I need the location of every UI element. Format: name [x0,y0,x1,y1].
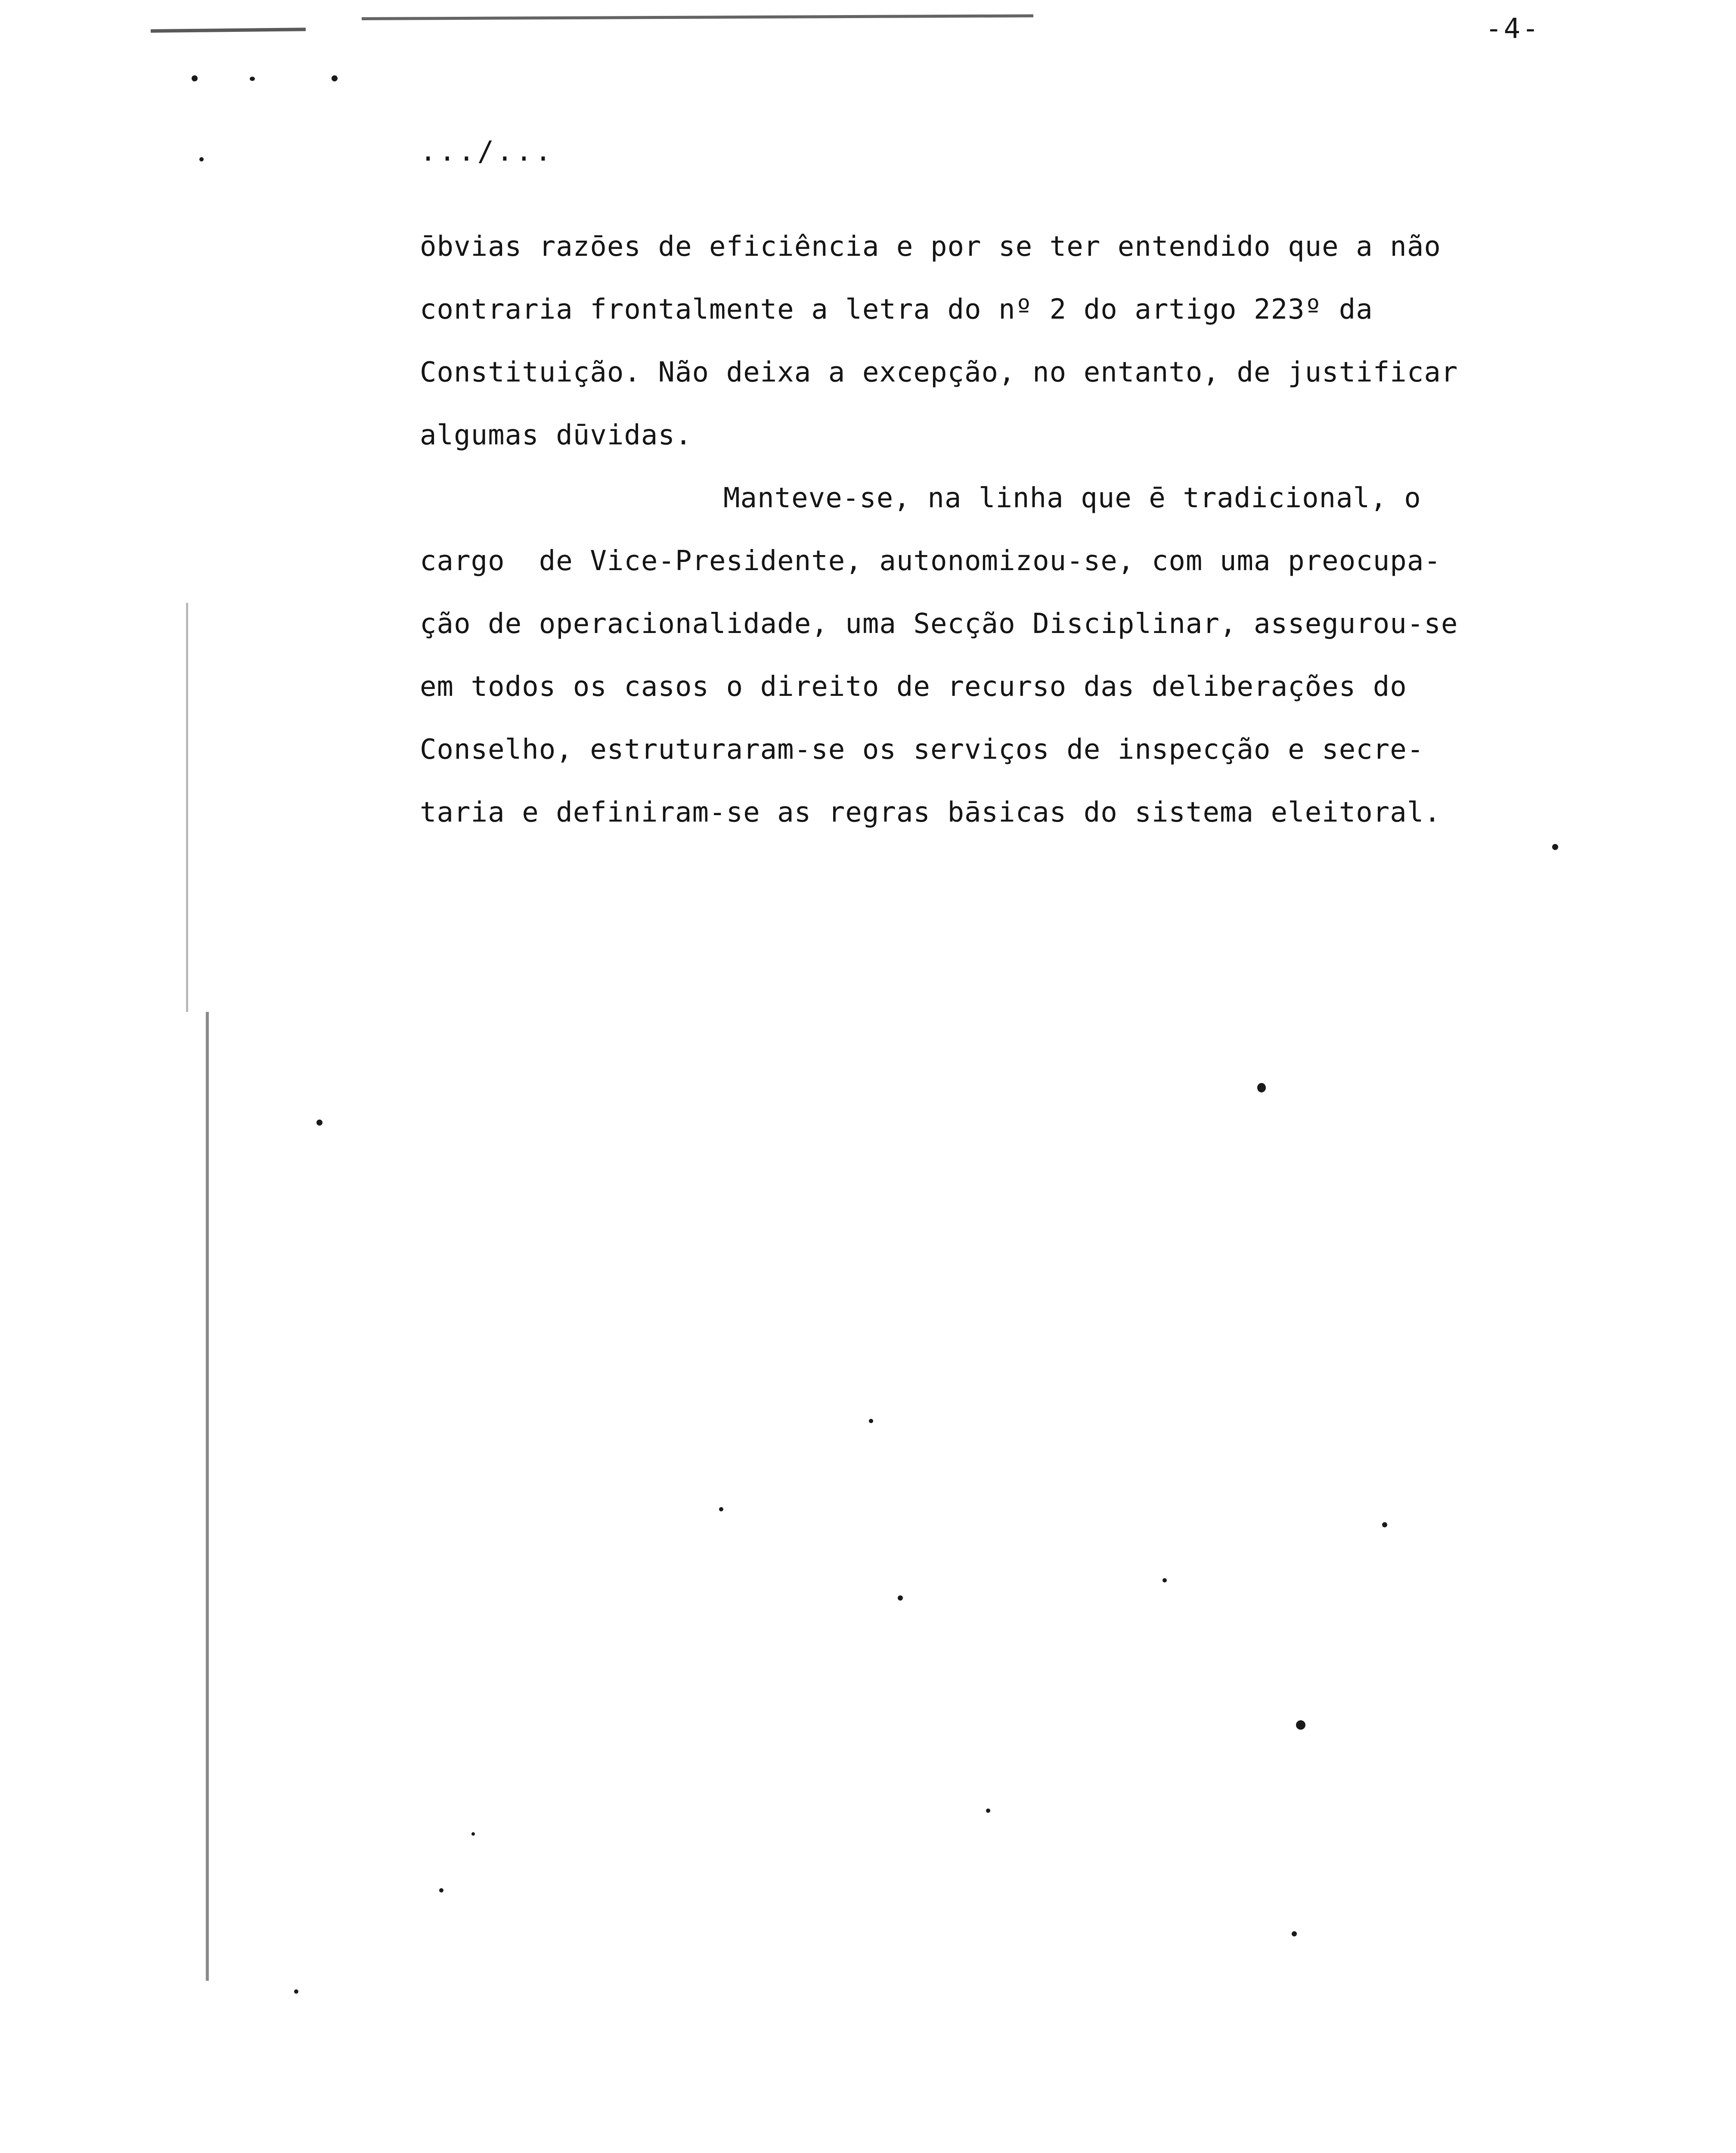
scan-speck [471,1832,475,1836]
scan-speck [332,75,338,81]
scan-speck [986,1809,990,1813]
scan-artifact-edge [206,1012,209,1981]
scan-speck [316,1120,322,1126]
text-line: ção de operacionalidade, uma Secção Disciplinar, assegurou-se [420,608,1458,640]
body-text [420,215,1539,844]
scan-speck [439,1888,443,1892]
scan-artifact-line [151,28,306,33]
scan-speck [898,1595,903,1601]
text-line: algumas dūvidas. [420,419,692,451]
scan-speck [199,157,204,161]
text-line: contraria frontalmente a letra do nº 2 do artigo 223º da [420,294,1373,326]
scan-speck [869,1419,873,1423]
scan-artifact-line [362,14,1033,20]
continuation-mark: .../... [420,136,554,168]
scan-speck [1382,1522,1387,1527]
scan-speck [250,77,255,81]
scan-speck [1292,1931,1297,1936]
scan-artifact-edge [186,603,188,1012]
paragraph-start-line: Manteve-se, na linha que ē tradicional, o [723,482,1421,514]
text-line: em todos os casos o direito de recurso das deliberações do [420,671,1407,703]
scan-speck [719,1507,723,1511]
scan-speck [1162,1578,1167,1582]
text-line: ōbvias razōes de eficiência e por se ter entendido que a não [420,231,1441,263]
scan-speck [294,1989,298,1994]
page-number: -4- [1485,13,1541,45]
scan-speck [192,75,198,81]
scan-speck [1257,1083,1266,1092]
scan-speck [1552,844,1558,850]
scan-speck [1296,1720,1305,1730]
text-line: taria e definiram-se as regras bāsicas do sistema eleitoral. [420,797,1441,828]
text-line: cargo de Vice-Presidente, autonomizou-se, com uma preocupa- [420,545,1441,577]
text-line: Constituição. Não deixa a excepção, no entanto, de justificar [420,357,1458,388]
text-line: Conselho, estruturaram-se os serviços de inspecção e secre- [420,734,1424,766]
